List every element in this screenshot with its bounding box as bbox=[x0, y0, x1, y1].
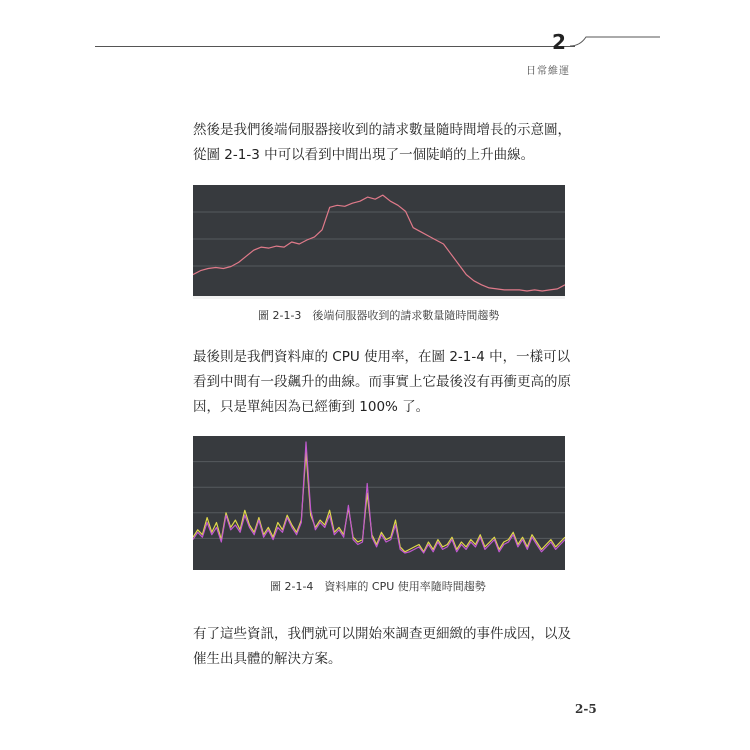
chapter-title: 日常維運 bbox=[526, 66, 570, 77]
figure-2-1-4-caption: 圖 2-1-4 資料庫的 CPU 使用率隨時間趨勢 bbox=[270, 580, 486, 593]
chart-baseline bbox=[193, 296, 565, 299]
header-curve bbox=[570, 36, 660, 50]
series-line-2 bbox=[193, 442, 565, 553]
paragraph-3: 有了這些資訊，我們就可以開始來調查更細緻的事件成因，以及催生出具體的解決方案。 bbox=[193, 626, 571, 667]
series-line-1 bbox=[193, 452, 565, 552]
paragraph-2: 最後則是我們資料庫的 CPU 使用率，在圖 2-1-4 中，一樣可以看到中間有一段飆升的曲線。而事實上它最後沒有再衝更高的原因，只是單純因為已經衝到 100% 了。 bbox=[193, 349, 571, 415]
db-cpu-usage-line-chart bbox=[193, 436, 565, 570]
figure-2-1-4-chart bbox=[193, 436, 565, 570]
page-number: 2-5 bbox=[575, 702, 597, 716]
chapter-number: 2 bbox=[552, 30, 566, 54]
series-line-1 bbox=[193, 195, 565, 291]
figure-2-1-3-caption: 圖 2-1-3 後端伺服器收到的請求數量隨時間趨勢 bbox=[258, 309, 500, 322]
figure-2-1-3-chart bbox=[193, 185, 565, 299]
request-count-line-chart bbox=[193, 185, 565, 299]
header-rule bbox=[95, 46, 575, 47]
paragraph-1: 然後是我們後端伺服器接收到的請求數量隨時間增長的示意圖，從圖 2-1-3 中可以看到中間出現了一個陡峭的上升曲線。 bbox=[193, 122, 571, 163]
